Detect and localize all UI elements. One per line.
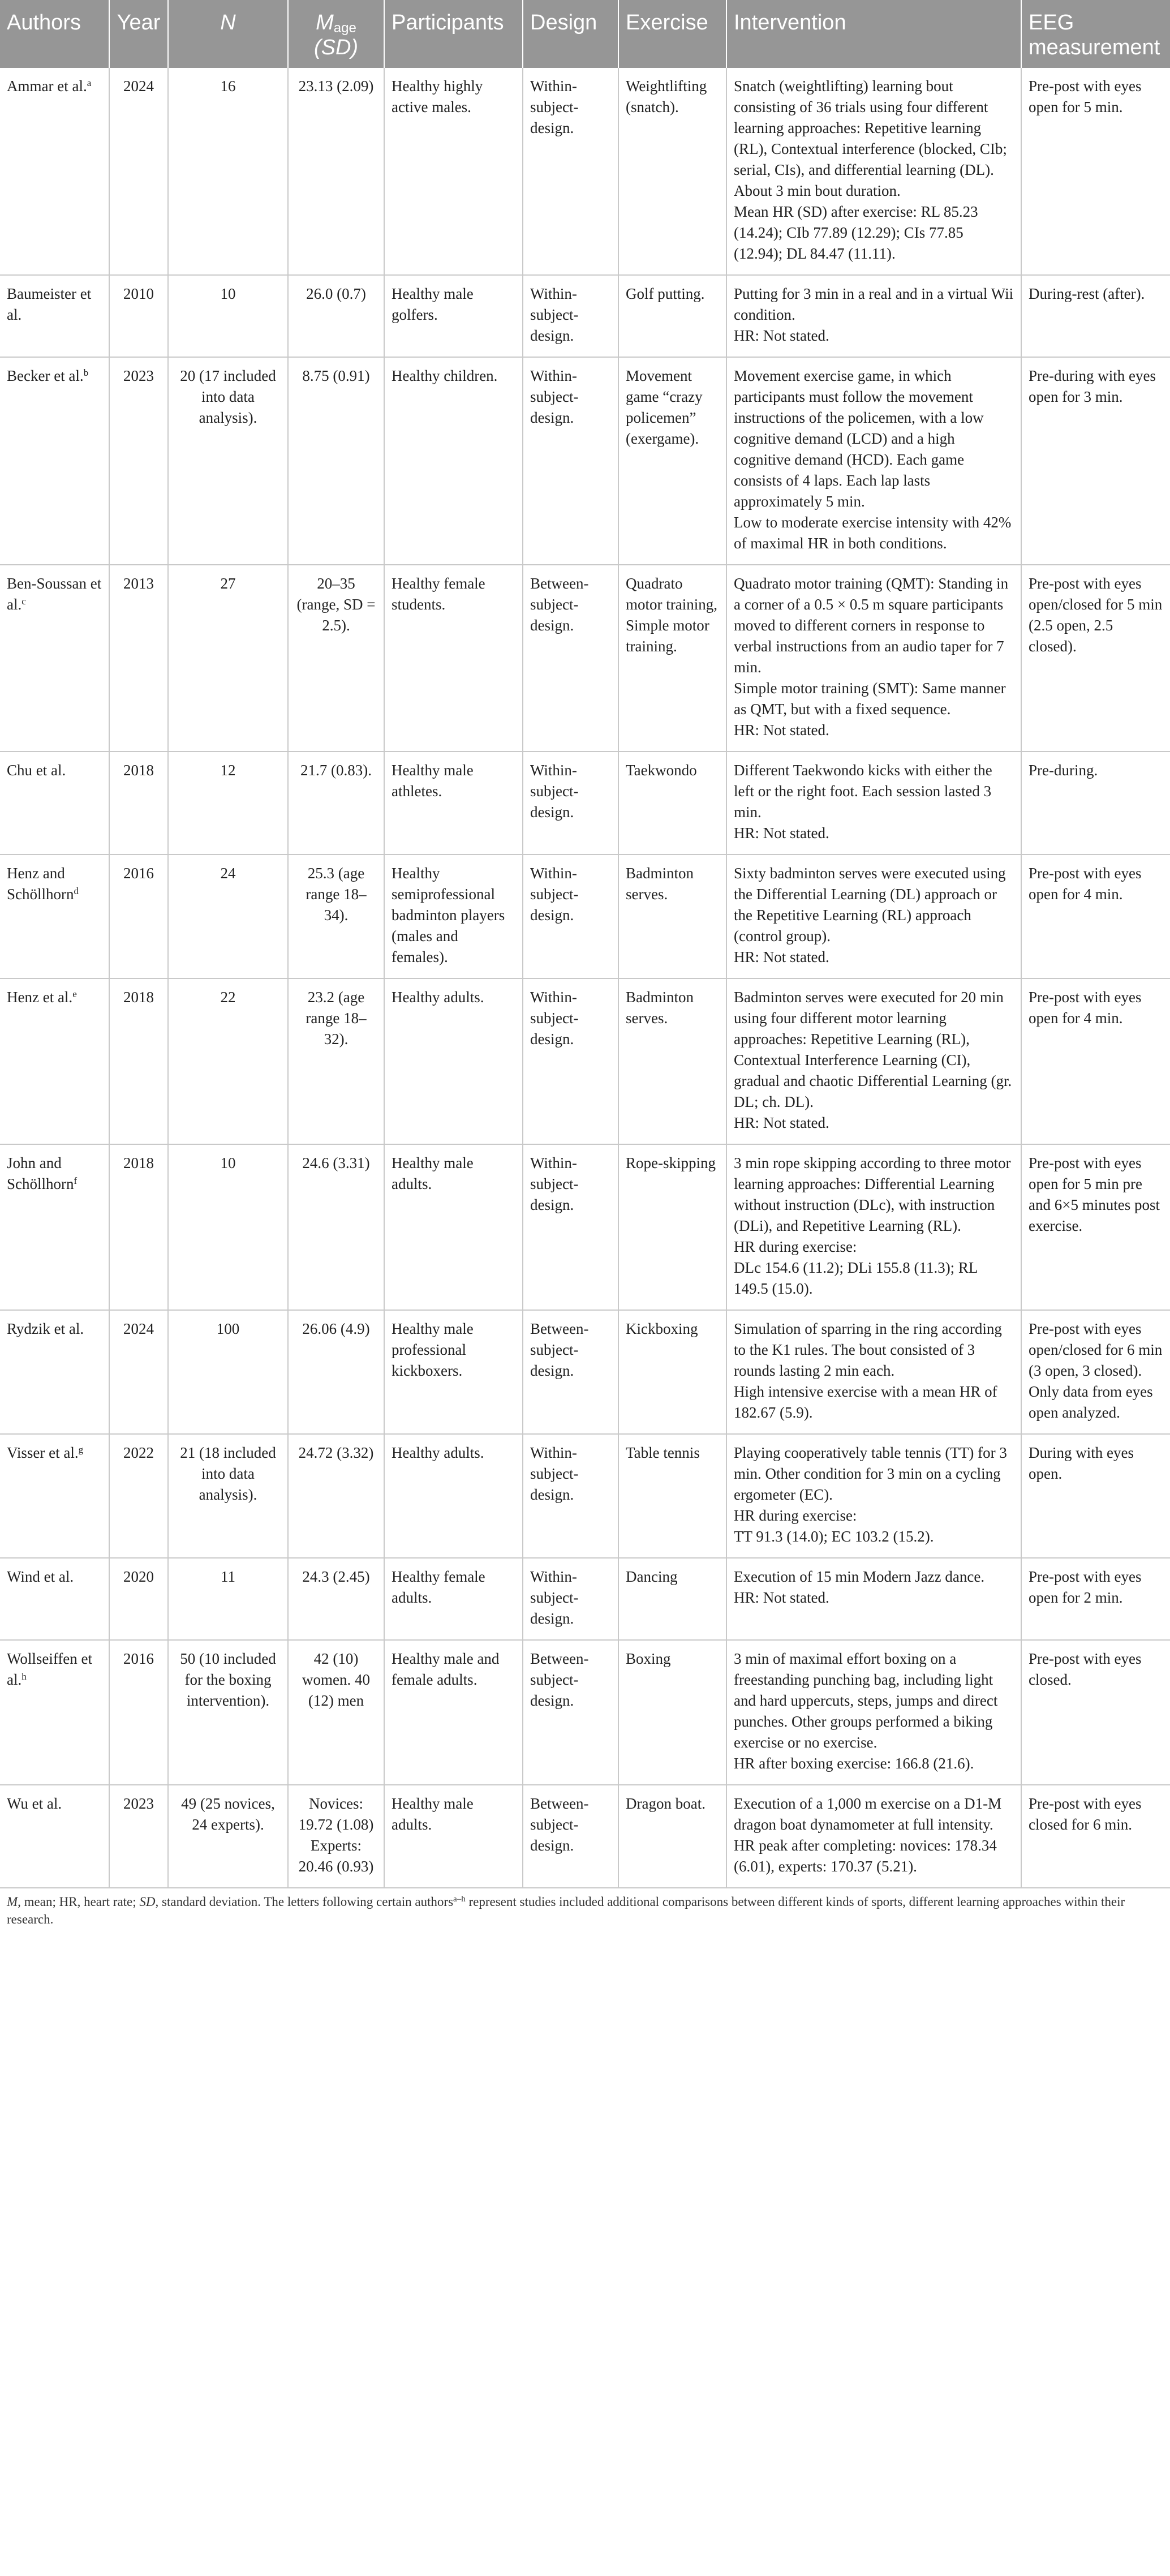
table-row (0, 275, 1170, 357)
cell-exercise: Table tennis (618, 1434, 726, 1558)
author-name: Becker et al. (7, 367, 84, 384)
intervention-paragraph: HR: Not stated. (734, 327, 829, 344)
cell-eeg: Pre-post with eyes open for 2 min. (1021, 1558, 1170, 1640)
cell-mage: 24.6 (3.31) (288, 1144, 384, 1310)
cell-exercise: Dancing (618, 1558, 726, 1640)
intervention-paragraph: Putting for 3 min in a real and in a virtual Wii condition. (734, 285, 1014, 323)
header-year: Year (109, 0, 168, 68)
cell-authors (0, 1434, 109, 1558)
cell-mage: 24.3 (2.45) (288, 1558, 384, 1640)
cell-n: 50 (10 included for the boxing intervention). (168, 1640, 288, 1785)
cell-design: Within-subject-design. (523, 855, 618, 978)
intervention-paragraph: HR: Not stated. (734, 722, 829, 739)
table-row (0, 1434, 1170, 1558)
author-name: Chu et al. (7, 762, 66, 779)
table-body (0, 68, 1170, 1888)
cell-mage: 42 (10) women. 40 (12) men (288, 1640, 384, 1785)
cell-intervention (726, 978, 1021, 1144)
cell-intervention (726, 1785, 1021, 1888)
cell-n: 24 (168, 855, 288, 978)
cell-participants: Healthy children. (384, 357, 523, 565)
cell-participants: Healthy male golfers. (384, 275, 523, 357)
cell-n: 22 (168, 978, 288, 1144)
cell-intervention (726, 357, 1021, 565)
author-name: Wollseiffen et al. (7, 1650, 93, 1688)
cell-n: 12 (168, 752, 288, 855)
intervention-paragraph: Execution of 15 min Modern Jazz dance. (734, 1568, 985, 1585)
cell-eeg: Pre-post with eyes open for 4 min. (1021, 978, 1170, 1144)
cell-design: Within-subject-design. (523, 1558, 618, 1640)
cell-year: 2016 (109, 855, 168, 978)
table-row (0, 565, 1170, 752)
author-name: Ammar et al. (7, 78, 87, 95)
cell-eeg: During with eyes open. (1021, 1434, 1170, 1558)
intervention-paragraph: HR: Not stated. (734, 948, 829, 965)
cell-year: 2013 (109, 565, 168, 752)
intervention-paragraph: HR: Not stated. (734, 1114, 829, 1131)
header-n (168, 0, 288, 68)
table-row (0, 1785, 1170, 1888)
intervention-paragraph: DLc 154.6 (11.2); DLi 155.8 (11.3); RL 149.5 (15.0). (734, 1259, 978, 1297)
header-mage (288, 0, 384, 68)
intervention-paragraph: HR during exercise: (734, 1238, 857, 1255)
header-participants: Participants (384, 0, 523, 68)
cell-authors (0, 1785, 109, 1888)
cell-participants: Healthy semiprofessional badminton players (males and females). (384, 855, 523, 978)
cell-authors (0, 752, 109, 855)
header-row (0, 0, 1170, 68)
cell-exercise: Boxing (618, 1640, 726, 1785)
table-row (0, 68, 1170, 275)
intervention-paragraph: High intensive exercise with a mean HR of 182.67 (5.9). (734, 1383, 997, 1421)
cell-participants: Healthy adults. (384, 978, 523, 1144)
footnote-text-2: , standard deviation. The letters following certain authors (155, 1895, 454, 1909)
intervention-paragraph: HR peak after completing: novices: 178.34 (6.01), experts: 170.37 (5.21). (734, 1837, 997, 1875)
cell-mage: 21.7 (0.83). (288, 752, 384, 855)
author-name: Baumeister et al. (7, 285, 92, 323)
cell-design: Within-subject-design. (523, 357, 618, 565)
cell-mage: 26.0 (0.7) (288, 275, 384, 357)
table-row (0, 1144, 1170, 1310)
intervention-paragraph: Quadrato motor training (QMT): Standing in a corner of a 0.5 × 0.5 m square participants moved to different corners in response to verbal instructions from an audio taper for 7 min. (734, 575, 1009, 676)
table-row (0, 1640, 1170, 1785)
table-header (0, 0, 1170, 68)
cell-n: 21 (18 included into data analysis). (168, 1434, 288, 1558)
cell-year: 2018 (109, 978, 168, 1144)
author-footnote-mark: b (83, 367, 89, 378)
author-name: Wind et al. (7, 1568, 74, 1585)
cell-n: 20 (17 included into data analysis). (168, 357, 288, 565)
cell-year: 2024 (109, 68, 168, 275)
header-authors: Authors (0, 0, 109, 68)
cell-design: Within-subject-design. (523, 978, 618, 1144)
cell-exercise: Weightlifting (snatch). (618, 68, 726, 275)
table-row (0, 855, 1170, 978)
footnote-text-1: , mean; HR, heart rate; (18, 1895, 140, 1909)
footnote-text-3: represent studies included additional comparisons between different kinds of sports, different learning approaches within their research. (7, 1895, 1125, 1926)
cell-authors (0, 1558, 109, 1640)
author-name: Rydzik et al. (7, 1320, 84, 1337)
cell-n: 100 (168, 1310, 288, 1434)
cell-design: Within-subject-design. (523, 1434, 618, 1558)
cell-authors (0, 357, 109, 565)
cell-design: Between-subject-design. (523, 1785, 618, 1888)
author-footnote-mark: d (74, 886, 79, 896)
header-mage-sub: age (333, 20, 356, 36)
cell-eeg: Pre-post with eyes open for 4 min. (1021, 855, 1170, 978)
footnote-sd: SD (139, 1895, 156, 1909)
author-name: Visser et al. (7, 1444, 79, 1461)
cell-year: 2018 (109, 752, 168, 855)
cell-mage: 25.3 (age range 18–34). (288, 855, 384, 978)
cell-intervention (726, 68, 1021, 275)
cell-design: Within-subject-design. (523, 68, 618, 275)
author-footnote-mark: g (78, 1444, 84, 1455)
cell-participants: Healthy adults. (384, 1434, 523, 1558)
intervention-paragraph: Simple motor training (SMT): Same manner as QMT, but with a fixed sequence. (734, 680, 1006, 718)
cell-year: 2020 (109, 1558, 168, 1640)
header-mage-sd: (SD) (313, 36, 359, 59)
cell-mage: 23.13 (2.09) (288, 68, 384, 275)
cell-eeg: Pre-post with eyes closed. (1021, 1640, 1170, 1785)
cell-n: 49 (25 novices, 24 experts). (168, 1785, 288, 1888)
header-intervention: Intervention (726, 0, 1021, 68)
intervention-paragraph: 3 min rope skipping according to three motor learning approaches: Differential Learning without instruction (DLc), with instruction (DLi), and Repetitive Learning (RL). (734, 1154, 1011, 1234)
intervention-paragraph: Different Taekwondo kicks with either the left or the right foot. Each session lasted 3 min. (734, 762, 992, 821)
table-row (0, 1310, 1170, 1434)
cell-eeg: Pre-post with eyes open for 5 min pre and 6×5 minutes post exercise. (1021, 1144, 1170, 1310)
author-footnote-mark: f (74, 1175, 78, 1186)
cell-design: Within-subject-design. (523, 1144, 618, 1310)
cell-n: 11 (168, 1558, 288, 1640)
table-row (0, 752, 1170, 855)
cell-exercise: Kickboxing (618, 1310, 726, 1434)
cell-exercise: Badminton serves. (618, 855, 726, 978)
cell-mage: 24.72 (3.32) (288, 1434, 384, 1558)
author-footnote-mark: a (87, 78, 92, 88)
cell-design: Within-subject-design. (523, 752, 618, 855)
cell-participants: Healthy highly active males. (384, 68, 523, 275)
cell-intervention (726, 565, 1021, 752)
footnote-sup: a–h (453, 1895, 466, 1904)
cell-authors (0, 978, 109, 1144)
author-name: John and Schöllhorn (7, 1154, 74, 1192)
author-footnote-mark: h (21, 1671, 27, 1682)
intervention-paragraph: HR: Not stated. (734, 825, 829, 842)
cell-authors (0, 1640, 109, 1785)
cell-participants: Healthy male adults. (384, 1144, 523, 1310)
intervention-paragraph: 3 min of maximal effort boxing on a freestanding punching bag, including light and hard uppercuts, steps, jumps and direct punches. Other groups performed a biking exercise or no exercise. (734, 1650, 998, 1751)
cell-eeg: Pre-post with eyes closed for 6 min. (1021, 1785, 1170, 1888)
cell-mage: Novices: 19.72 (1.08) Experts: 20.46 (0.93) (288, 1785, 384, 1888)
header-exercise: Exercise (618, 0, 726, 68)
table-row (0, 1558, 1170, 1640)
header-eeg: EEG measurement (1021, 0, 1170, 68)
cell-design: Between-subject-design. (523, 1310, 618, 1434)
cell-participants: Healthy male athletes. (384, 752, 523, 855)
author-name: Wu et al. (7, 1795, 62, 1812)
cell-intervention (726, 855, 1021, 978)
cell-authors (0, 855, 109, 978)
cell-participants: Healthy male and female adults. (384, 1640, 523, 1785)
author-footnote-mark: e (72, 989, 77, 999)
cell-participants: Healthy female students. (384, 565, 523, 752)
cell-exercise: Taekwondo (618, 752, 726, 855)
cell-eeg: During-rest (after). (1021, 275, 1170, 357)
cell-participants: Healthy male adults. (384, 1785, 523, 1888)
cell-year: 2024 (109, 1310, 168, 1434)
cell-authors (0, 1144, 109, 1310)
cell-exercise: Golf putting. (618, 275, 726, 357)
header-n-label: N (220, 11, 236, 35)
intervention-paragraph: Execution of a 1,000 m exercise on a D1-M dragon boat dynamometer at full intensity. (734, 1795, 1002, 1833)
cell-n: 10 (168, 1144, 288, 1310)
intervention-paragraph: HR: Not stated. (734, 1589, 829, 1606)
cell-intervention (726, 1640, 1021, 1785)
intervention-paragraph: Mean HR (SD) after exercise: RL 85.23 (14.24); CIb 77.89 (12.29); CIs 77.85 (12.94); DL 84.47 (11.11). (734, 203, 978, 262)
intervention-paragraph: Snatch (weightlifting) learning bout consisting of 36 trials using four different learning approaches: Repetitive learning (RL), Contextual interference (blocked, CIb; serial, CIs), and differential learning (DL). About 3 min bout duration. (734, 78, 1007, 199)
cell-mage: 23.2 (age range 18–32). (288, 978, 384, 1144)
cell-intervention (726, 1144, 1021, 1310)
cell-year: 2016 (109, 1640, 168, 1785)
cell-design: Between-subject-design. (523, 1640, 618, 1785)
cell-design: Between-subject-design. (523, 565, 618, 752)
intervention-paragraph: Low to moderate exercise intensity with 42% of maximal HR in both conditions. (734, 514, 1012, 552)
cell-eeg: Pre-during. (1021, 752, 1170, 855)
intervention-paragraph: HR during exercise: (734, 1507, 857, 1524)
cell-eeg: Pre-post with eyes open/closed for 6 min (3 open, 3 closed). Only data from eyes open analyzed. (1021, 1310, 1170, 1434)
header-design: Design (523, 0, 618, 68)
cell-n: 16 (168, 68, 288, 275)
table-row (0, 978, 1170, 1144)
cell-mage: 20–35 (range, SD = 2.5). (288, 565, 384, 752)
cell-mage: 26.06 (4.9) (288, 1310, 384, 1434)
table-row (0, 357, 1170, 565)
intervention-paragraph: HR after boxing exercise: 166.8 (21.6). (734, 1755, 974, 1772)
author-footnote-mark: c (21, 596, 26, 607)
intervention-paragraph: Playing cooperatively table tennis (TT) for 3 min. Other condition for 3 min on a cycling ergometer (EC). (734, 1444, 1007, 1503)
cell-year: 2018 (109, 1144, 168, 1310)
cell-intervention (726, 275, 1021, 357)
table-footnote (0, 1888, 1170, 1928)
cell-eeg: Pre-post with eyes open/closed for 5 min (2.5 open, 2.5 closed). (1021, 565, 1170, 752)
cell-exercise: Badminton serves. (618, 978, 726, 1144)
author-name: Henz and Schöllhorn (7, 865, 74, 903)
cell-eeg: Pre-post with eyes open for 5 min. (1021, 68, 1170, 275)
intervention-paragraph: Badminton serves were executed for 20 min using four different motor learning approaches: Repetitive Learning (RL), Contextual Interference Learning (CI), gradual and chaotic Differential Learning (gr. DL; ch. DL). (734, 989, 1012, 1110)
cell-exercise: Quadrato motor training, Simple motor training. (618, 565, 726, 752)
cell-exercise: Movement game “crazy policemen” (exergame). (618, 357, 726, 565)
cell-exercise: Rope-skipping (618, 1144, 726, 1310)
intervention-paragraph: Simulation of sparring in the ring according to the K1 rules. The bout consisted of 3 rounds lasting 2 min each. (734, 1320, 1002, 1379)
intervention-paragraph: Sixty badminton serves were executed using the Differential Learning (DL) approach or the Repetitive Learning (RL) approach (control group). (734, 865, 1006, 944)
intervention-paragraph: TT 91.3 (14.0); EC 103.2 (15.2). (734, 1528, 934, 1545)
cell-year: 2023 (109, 357, 168, 565)
cell-eeg: Pre-during with eyes open for 3 min. (1021, 357, 1170, 565)
cell-intervention (726, 1434, 1021, 1558)
cell-year: 2023 (109, 1785, 168, 1888)
cell-authors (0, 1310, 109, 1434)
cell-intervention (726, 752, 1021, 855)
cell-intervention (726, 1310, 1021, 1434)
footnote-m: M (7, 1895, 18, 1909)
cell-year: 2022 (109, 1434, 168, 1558)
cell-authors (0, 275, 109, 357)
author-name: Ben-Soussan et al. (7, 575, 102, 613)
author-name: Henz et al. (7, 989, 73, 1006)
cell-year: 2010 (109, 275, 168, 357)
cell-authors (0, 565, 109, 752)
intervention-paragraph: Movement exercise game, in which participants must follow the movement instructions of the policemen, with a low cognitive demand (LCD) and a high cognitive demand (HCD). Each game consists of 4 laps. Each lap lasts approximately 5 min. (734, 367, 984, 510)
cell-exercise: Dragon boat. (618, 1785, 726, 1888)
header-mage-m: M (316, 11, 334, 35)
cell-n: 27 (168, 565, 288, 752)
cell-authors (0, 68, 109, 275)
cell-design: Within-subject-design. (523, 275, 618, 357)
cell-participants: Healthy male professional kickboxers. (384, 1310, 523, 1434)
cell-intervention (726, 1558, 1021, 1640)
cell-mage: 8.75 (0.91) (288, 357, 384, 565)
cell-participants: Healthy female adults. (384, 1558, 523, 1640)
cell-n: 10 (168, 275, 288, 357)
